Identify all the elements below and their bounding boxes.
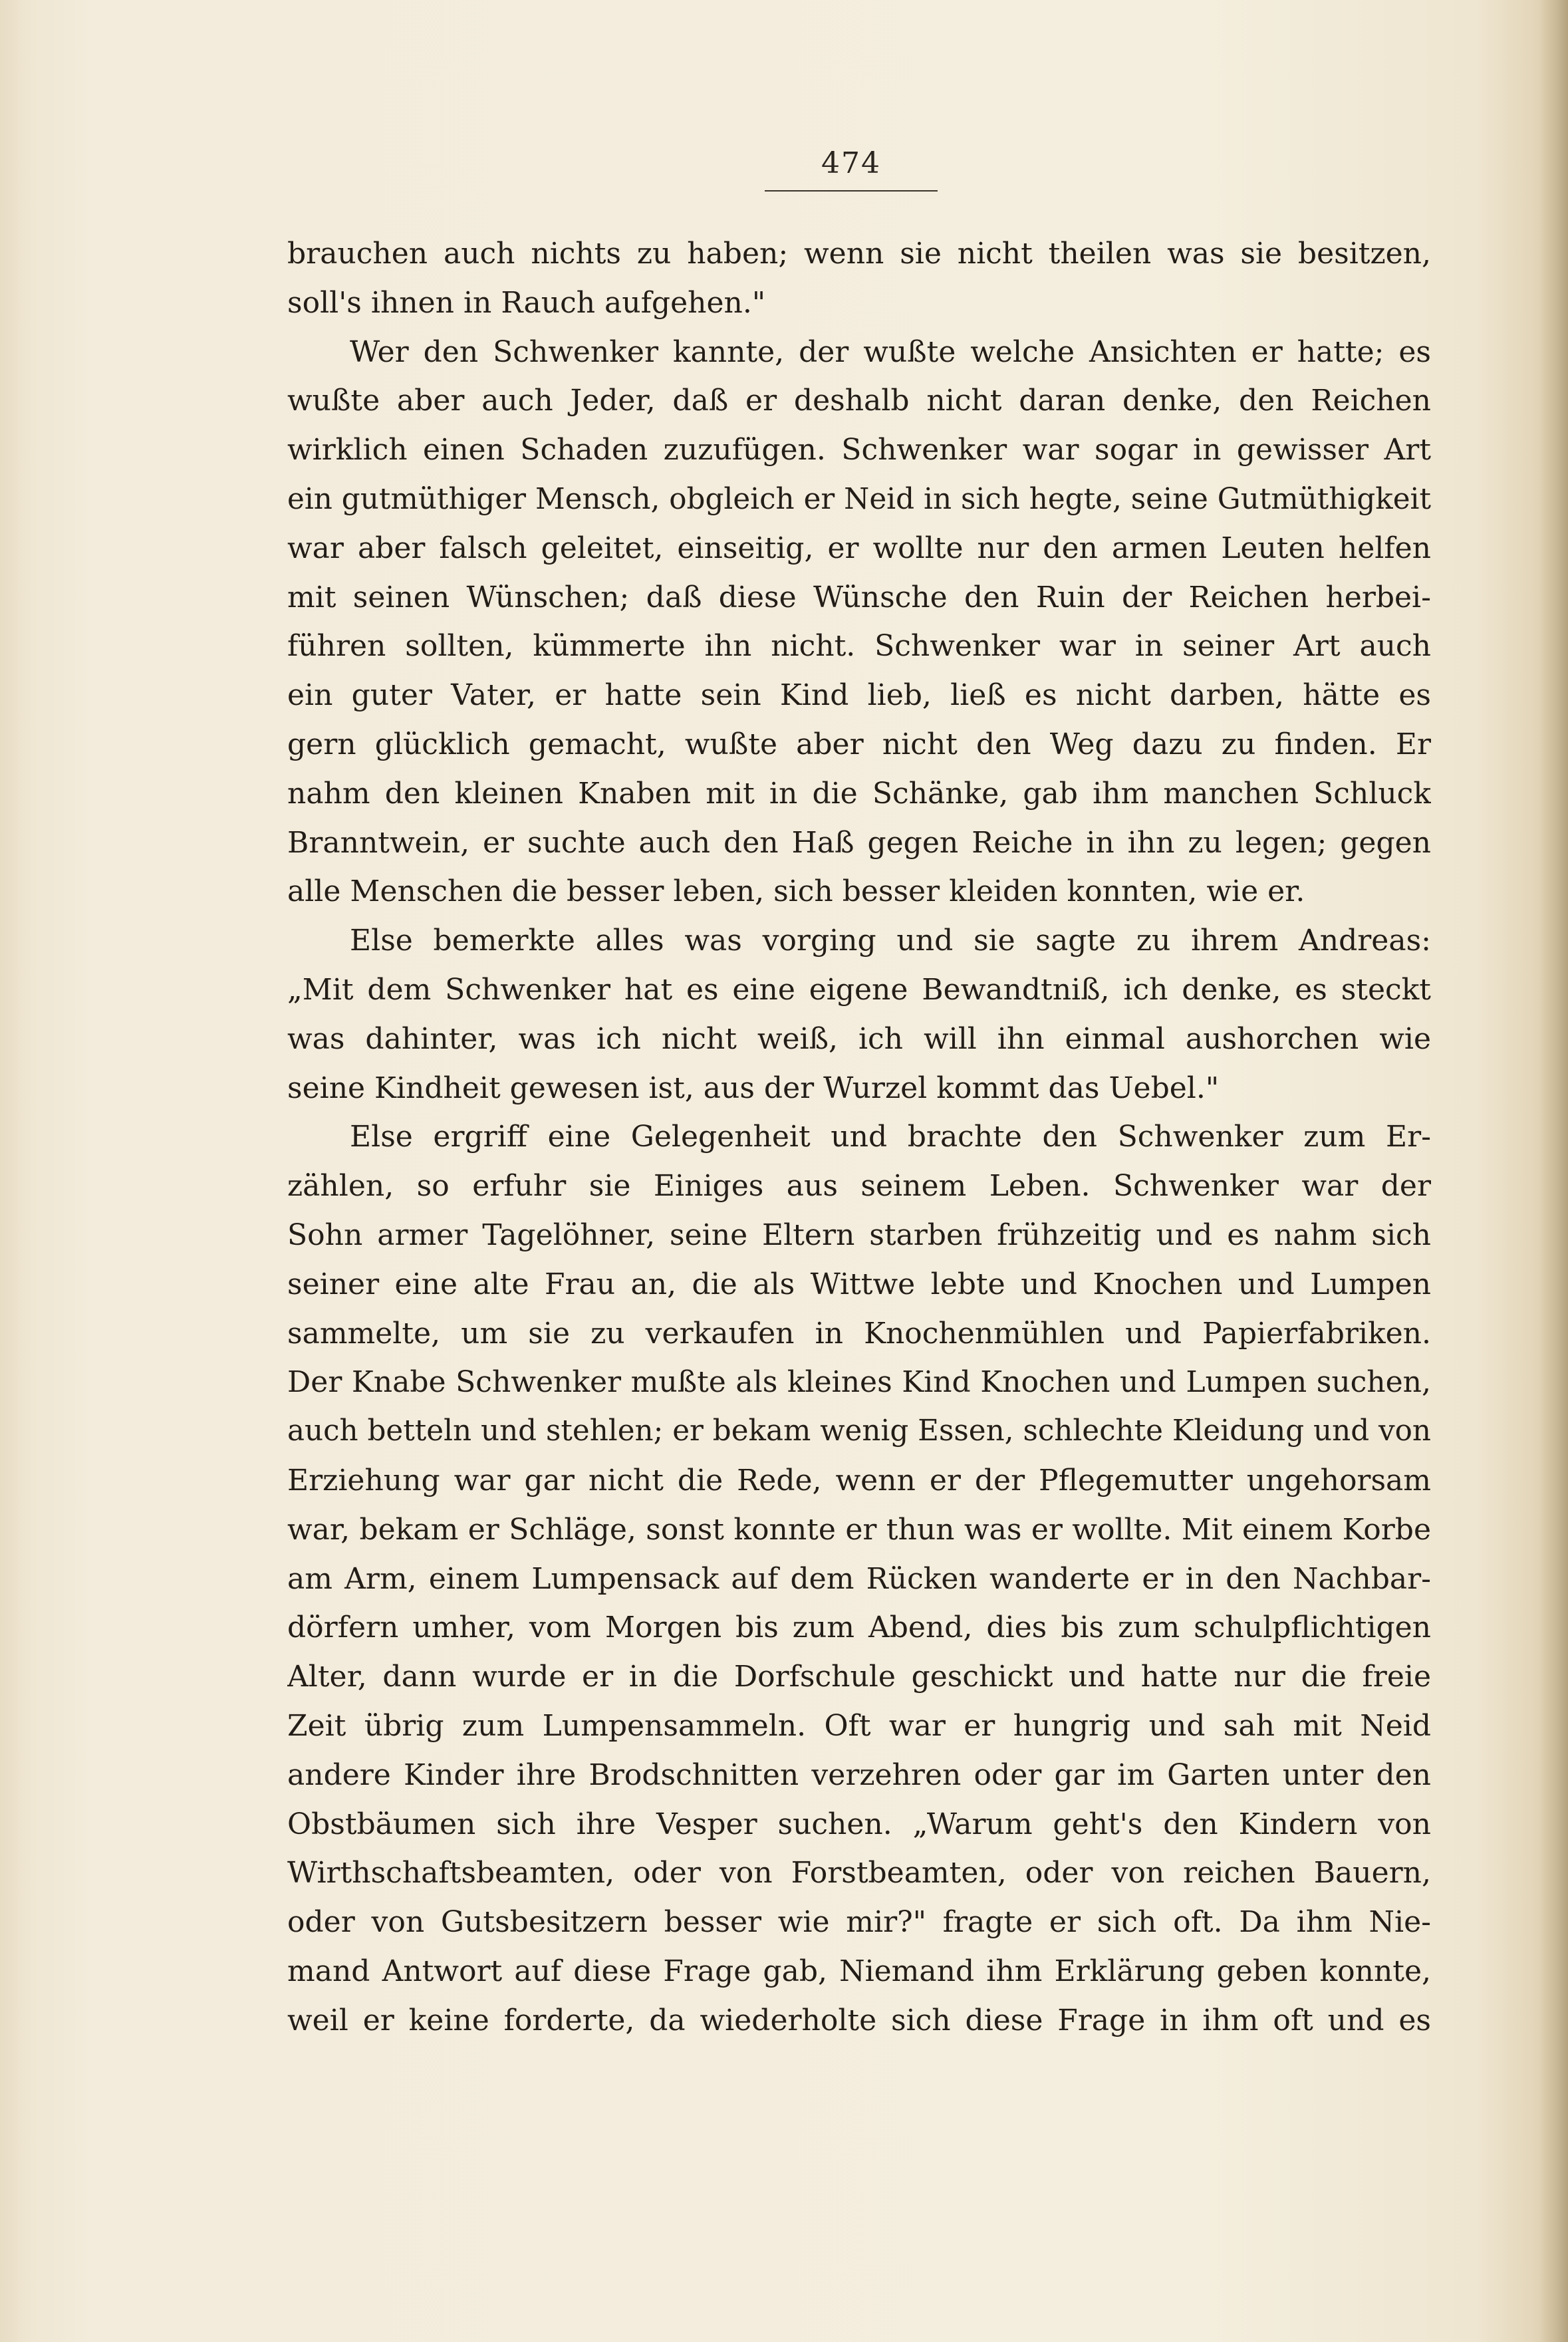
header-rule — [765, 190, 938, 192]
text-line: am Arm, einem Lumpensack auf dem Rücken wanderte er in den Nachbar- — [287, 1561, 1431, 1596]
text-line: auch betteln und stehlen; er bekam wenig Essen, schlechte Kleidung und von — [287, 1414, 1431, 1448]
text-line: dörfern umher, vom Morgen bis zum Abend, dies bis zum schulpflichtigen — [287, 1611, 1431, 1645]
text-line: führen sollten, kümmerte ihn nicht. Schwenker war in seiner Art auch — [287, 629, 1431, 664]
text-line: weil er keine forderte, da wiederholte sich diese Frage in ihm oft und es — [287, 2003, 1431, 2037]
text-line: Zeit übrig zum Lumpensammeln. Oft war er hungrig und sah mit Neid — [287, 1708, 1431, 1743]
text-line: Der Knabe Schwenker mußte als kleines Kind Knochen und Lumpen suchen, — [287, 1365, 1431, 1400]
text-line: gern glücklich gemacht, wußte aber nicht den Weg dazu zu finden. Er — [287, 727, 1431, 761]
binding-gutter-shadow — [1539, 0, 1568, 2342]
text-line: alle Menschen die besser leben, sich besser kleiden konnten, wie er. — [287, 874, 1305, 909]
text-line: seine Kindheit gewesen ist, aus der Wurzel kommt das Uebel." — [287, 1071, 1220, 1105]
text-line: Wirthschaftsbeamten, oder von Forstbeamten, oder von reichen Bauern, — [287, 1856, 1431, 1890]
text-line: Else bemerkte alles was vorging und sie sagte zu ihrem Andreas: — [350, 924, 1431, 958]
text-line: Wer den Schwenker kannte, der wußte welche Ansichten er hatte; es — [350, 334, 1431, 369]
text-line: mand Antwort auf diese Frage gab, Niemand ihm Erklärung geben konnte, — [287, 1954, 1431, 1988]
text-line: Obstbäumen sich ihre Vesper suchen. „Warum geht's den Kindern von — [287, 1807, 1431, 1841]
body-text — [287, 229, 1431, 2045]
text-line: ein gutmüthiger Mensch, obgleich er Neid in sich hegte, seine Gutmüthigkeit — [287, 481, 1431, 516]
text-line: war, bekam er Schläge, sonst konnte er thun was er wollte. Mit einem Korbe — [287, 1512, 1431, 1547]
text-line: ein guter Vater, er hatte sein Kind lieb, ließ es nicht darben, hätte es — [287, 678, 1431, 713]
text-line: nahm den kleinen Knaben mit in die Schänke, gab ihm manchen Schluck — [287, 776, 1431, 811]
text-line: war aber falsch geleitet, einseitig, er wollte nur den armen Leuten helfen — [287, 531, 1431, 565]
text-line: mit seinen Wünschen; daß diese Wünsche den Ruin der Reichen herbei- — [287, 580, 1431, 614]
text-line: andere Kinder ihre Brodschnitten verzehren oder gar im Garten unter den — [287, 1757, 1431, 1792]
text-line: Erziehung war gar nicht die Rede, wenn er der Pflegemutter ungehorsam — [287, 1463, 1431, 1497]
text-line: sammelte, um sie zu verkaufen in Knochenmühlen und Papierfabriken. — [287, 1316, 1431, 1351]
page-number: 474 — [821, 146, 881, 180]
text-line: was dahinter, was ich nicht weiß, ich will ihn einmal aushorchen wie — [287, 1021, 1431, 1056]
text-line: brauchen auch nichts zu haben; wenn sie nicht theilen was sie besitzen, — [287, 237, 1431, 271]
text-line: wußte aber auch Jeder, daß er deshalb nicht daran denke, den Reichen — [287, 384, 1431, 418]
text-line: Alter, dann wurde er in die Dorfschule geschickt und hatte nur die freie — [287, 1660, 1431, 1694]
text-line: zählen, so erfuhr sie Einiges aus seinem Leben. Schwenker war der — [287, 1169, 1431, 1204]
text-line: seiner eine alte Frau an, die als Wittwe lebte und Knochen und Lumpen — [287, 1267, 1431, 1301]
text-line: wirklich einen Schaden zuzufügen. Schwenker war sogar in gewisser Art — [287, 433, 1431, 467]
page-header — [765, 145, 938, 182]
text-line: soll's ihnen in Rauch aufgehen." — [287, 285, 766, 320]
text-line: Branntwein, er suchte auch den Haß gegen Reiche in ihn zu legen; gegen — [287, 825, 1431, 860]
text-line: oder von Gutsbesitzern besser wie mir?" fragte er sich oft. Da ihm Nie- — [287, 1905, 1431, 1940]
text-line: Sohn armer Tagelöhner, seine Eltern starben frühzeitig und es nahm sich — [287, 1218, 1431, 1252]
text-line: „Mit dem Schwenker hat es eine eigene Bewandtniß, ich denke, es steckt — [287, 972, 1431, 1007]
text-line: Else ergriff eine Gelegenheit und brachte den Schwenker zum Er- — [350, 1120, 1431, 1154]
